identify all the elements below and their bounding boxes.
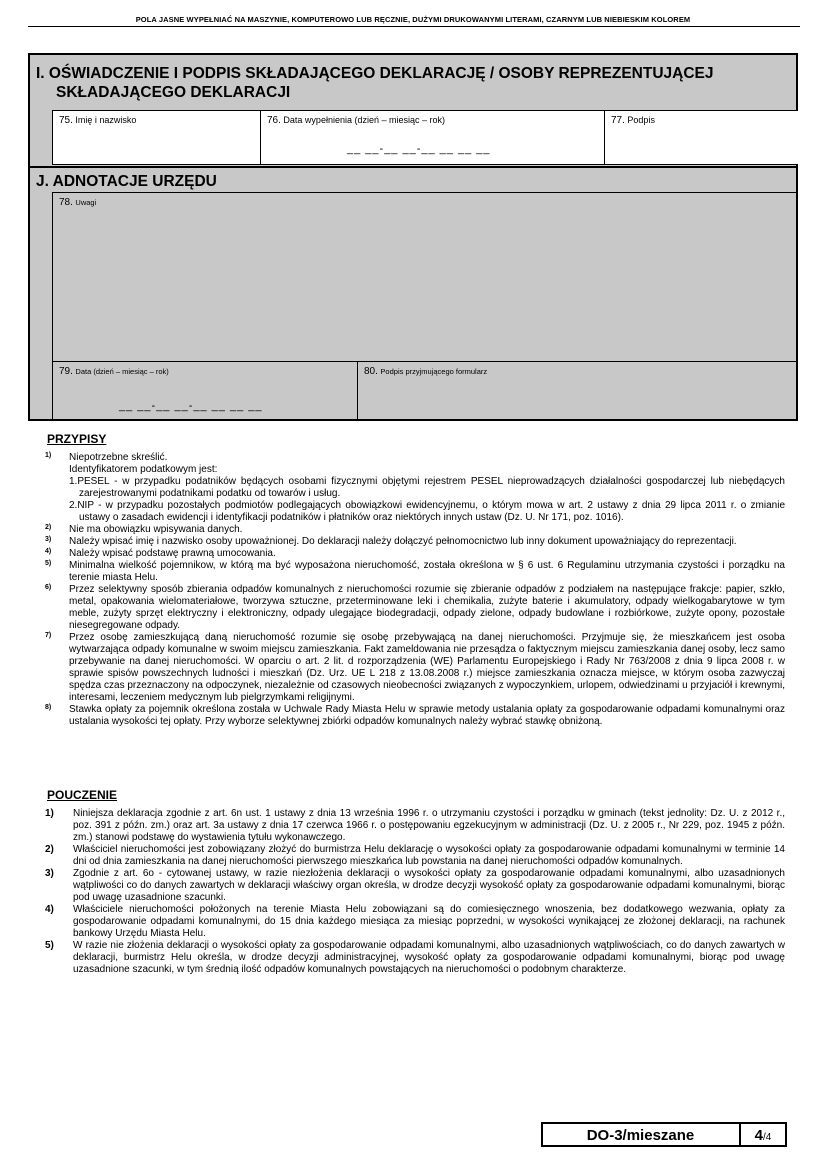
footnote-5: 5) Minimalna wielkość pojemnikow, w którą ma być wyposażona nieruchomość, została określona w § 6 ust. 6 Regulaminu utrzymania czystości i porządku na terenie miasta Helu.	[45, 560, 785, 583]
field-75-name[interactable]: 75. Imię i nazwisko	[53, 111, 261, 164]
footnote-8: 8) Stawka opłaty za pojemnik określona została w Uchwale Rady Miasta Helu w sprawie metody ustalania opłaty za gospodarowanie odpadami komunalnymi oraz ustalania wysokości tej opłaty. Przy wyborze selektywnej zbiórki odpadów komunalnych należy wybrać stawkę obniżoną.	[45, 704, 785, 727]
footnote-2: 2) Nie ma obowiązku wpisywania danych.	[45, 524, 243, 535]
instructions	[45, 808, 785, 976]
instruction-3: 3) Zgodnie z art. 6o - cytowanej ustawy, w razie niezłożenia deklaracji o wysokości opłaty za gospodarowanie odpadami komunalnymi, albo uzasadnionych wątpliwości co do danych zawartych w deklaracji właściwy organ określa, w drodze decyzji wysokość opłaty za gospodarowanie odpadami komunalnymi, biorąc pod uwagę uzasadnione szacunki.	[45, 868, 785, 903]
footnotes	[45, 452, 785, 728]
footnote-4: 4) Należy wpisać podstawę prawną umocowania.	[45, 548, 276, 559]
footnote-6: 6) Przez selektywny sposób zbierania odpadów komunalnych z nieruchomości rozumie się zbieranie odpadów z podziałem na następujące frakcje: papier, szkło, metal, opakowania wielomateriałowe, tworzywa sztuczne, przeterminowane leki i chemikalia, zużyte baterie i akumulatory, odpady wielkogabarytowe w tym meble, zużyty sprzęt elektryczny i elektroniczny, odpady ulegające biodegradacji, odpady zielone, odpady budowlane i rozbiórkowe, zużyte opony, pozostałe niesegregowane odpady.	[45, 584, 785, 631]
form-code: DO-3/mieszane	[586, 1127, 695, 1144]
signature-row	[52, 110, 797, 165]
footnote-1: 1) Niepotrzebne skreślić. Identyfikatorem podatkowym jest: 1.PESEL - w przypadku podatników będących osobami fizycznymi objętymi rejestrem PESEL nieprowadzących działalności gospodarczej lub niebędących zarejestrowanymi podatnikami podatku od towarów i usług. 2.NIP - w przypadku pozostałych podmiotów podlegających obowiązkowi ewidencyjnemu, o którym mowa w art. 2 ustawy z dnia 29 lipca 2011 r. o zmianie ustawy o zasadach ewidencji i identyfikacji podatników i płatników oraz niektórych innych ustaw (Dz. U. Nr 171, poz. 1016).	[45, 452, 785, 523]
field-79-date[interactable]: 79. Data (dzień – miesiąc – rok) __ __-__ __-__ __ __ __	[53, 362, 358, 421]
field-78-label: Uwagi	[75, 198, 97, 207]
page-number: 4/4	[754, 1127, 772, 1144]
section-i-title: I. OŚWIADCZENIE I PODPIS SKŁADAJĄCEGO DEKLARACJĘ / OSOBY REPREZENTUJĄCEJ SKŁADAJĄCEGO DEKLARACJI	[36, 65, 714, 101]
instruction-2: 2) Właściciel nieruchomości jest zobowiązany złożyć do burmistrza Helu deklarację o wysokości opłaty za gospodarowanie odpadami komunalnymi w terminie 14 dni od dnia zamieszkania na danej nieruchomości pierwszego mieszkańca lub powstania na danej nieruchomości odpadów komunalnych.	[45, 844, 785, 867]
field-78-remarks[interactable]: 78. Uwagi	[52, 192, 797, 362]
field-77-signature[interactable]: 77. Podpis	[605, 111, 798, 164]
section-divider	[28, 166, 798, 168]
section-j-title: J. ADNOTACJE URZĘDU	[36, 173, 217, 190]
field-80-signature[interactable]: 80. Podpis przyjmującego formularz	[364, 366, 488, 377]
divider	[28, 26, 800, 27]
field-76-date[interactable]: 76. Data wypełnienia (dzień – miesiąc – rok) __ __-__ __-__ __ __ __	[261, 111, 605, 164]
footnote-3: 3) Należy wpisać imię i nazwisko osoby upoważnionej. Do deklaracji należy dołączyć pełnomocnictwo lub inny dokument upoważniający do reprezentacji.	[45, 536, 737, 547]
field-76-label: Data wypełnienia (dzień – miesiąc – rok)	[283, 115, 445, 125]
form-footer	[541, 1122, 787, 1147]
footnotes-heading: PRZYPISY	[47, 432, 107, 446]
field-79-label: Data (dzień – miesiąc – rok)	[75, 367, 169, 376]
instructions-heading: POUCZENIE	[47, 788, 118, 802]
instruction-1: 1) Niniejsza deklaracja zgodnie z art. 6n ust. 1 ustawy z dnia 13 września 1996 r. o utrzymaniu czystości i porządku w gminach (tekst jednolity: Dz. U. z 2012 r., poz. 391 z późn. zm.) oraz art. 3a ustawy z dnia 17 czerwca 1966 r. o postępowaniu egzekucyjnym w administracji (Dz. U. z 2005 r., Nr 229, poz. 1945 z późn. zm.) stanowi podstawę do wystawienia tytułu wykonawczego.	[45, 808, 785, 843]
fill-instruction: POLA JASNE WYPEŁNIAĆ NA MASZYNIE, KOMPUTEROWO LUB RĘCZNIE, DUŻYMI DRUKOWANYMI LITERAMI, CZARNYM LUB NIEBIESKIM KOLOREM	[135, 15, 691, 24]
office-row	[52, 362, 797, 421]
instruction-5: 5) W razie nie złożenia deklaracji o wysokości opłaty za gospodarowanie odpadami komunalnymi, albo uzasadnionych wątpliwościach, co do danych zawartych w deklaracji, burmistrz Helu określa, w drodze decyzji administracyjnej, wysokość opłaty za gospodarowanie odpadami komunalnymi, biorąc pod uwagę uzasadnione szacunki, w tym średnią ilość odpadów komunalnych powstających na nieruchomości o podobnym charakterze.	[45, 940, 785, 975]
field-77-label: Podpis	[627, 115, 655, 125]
date-mask: __ __-__ __-__ __ __ __	[119, 400, 263, 412]
instruction-4: 4) Właściciele nieruchomości położonych na terenie Miasta Helu zobowiązani są do comiesięcznego wnoszenia, bez dodatkowego wezwania, opłaty za gospodarowanie odpadami komunalnymi, do 15 dnia każdego miesiąca za miesiąc poprzedni, w wysokości wynikającej ze złożonej deklaracji, na rachunek bankowy Urzędu Miasta Helu.	[45, 904, 785, 939]
footnote-7: 7) Przez osobę zamieszkującą daną nieruchomość rozumie się osobę przebywającą na danej nieruchomości. Przyjmuje się, że mieszkańcem jest osoba wytwarzająca odpady komunalne w swoim miejscu zamieszkania. Fakt zameldowania nie przesądza o faktycznym miejscu zamieszkania danej osoby, lecz samo przebywanie na danej nieruchomości. W oparciu o art. 2 lit. d rozporządzenia (WE) Parlamentu Europejskiego i Rady Nr 763/2008 z dnia 9 lipca 2008 r. w sprawie spisów powszechnych ludności i mieszkań (Dz. Urz. UE L 218 z 13.08.2008 r.) miejsce zamieszkania oznacza miejsce, w którym osoba zazwyczaj spędza czas przeznaczony na odpoczynek, niezależnie od czasowych nieobecności związanych z wypoczynkiem, urlopem, odwiedzinami u przyjaciół i krewnymi, interesami, leczeniem medycznym lub pielgrzymkami religijnymi.	[45, 632, 785, 703]
field-75-label: Imię i nazwisko	[75, 115, 137, 125]
date-mask: __ __-__ __-__ __ __ __	[347, 143, 491, 155]
field-80-label: Podpis przyjmującego formularz	[380, 367, 488, 376]
